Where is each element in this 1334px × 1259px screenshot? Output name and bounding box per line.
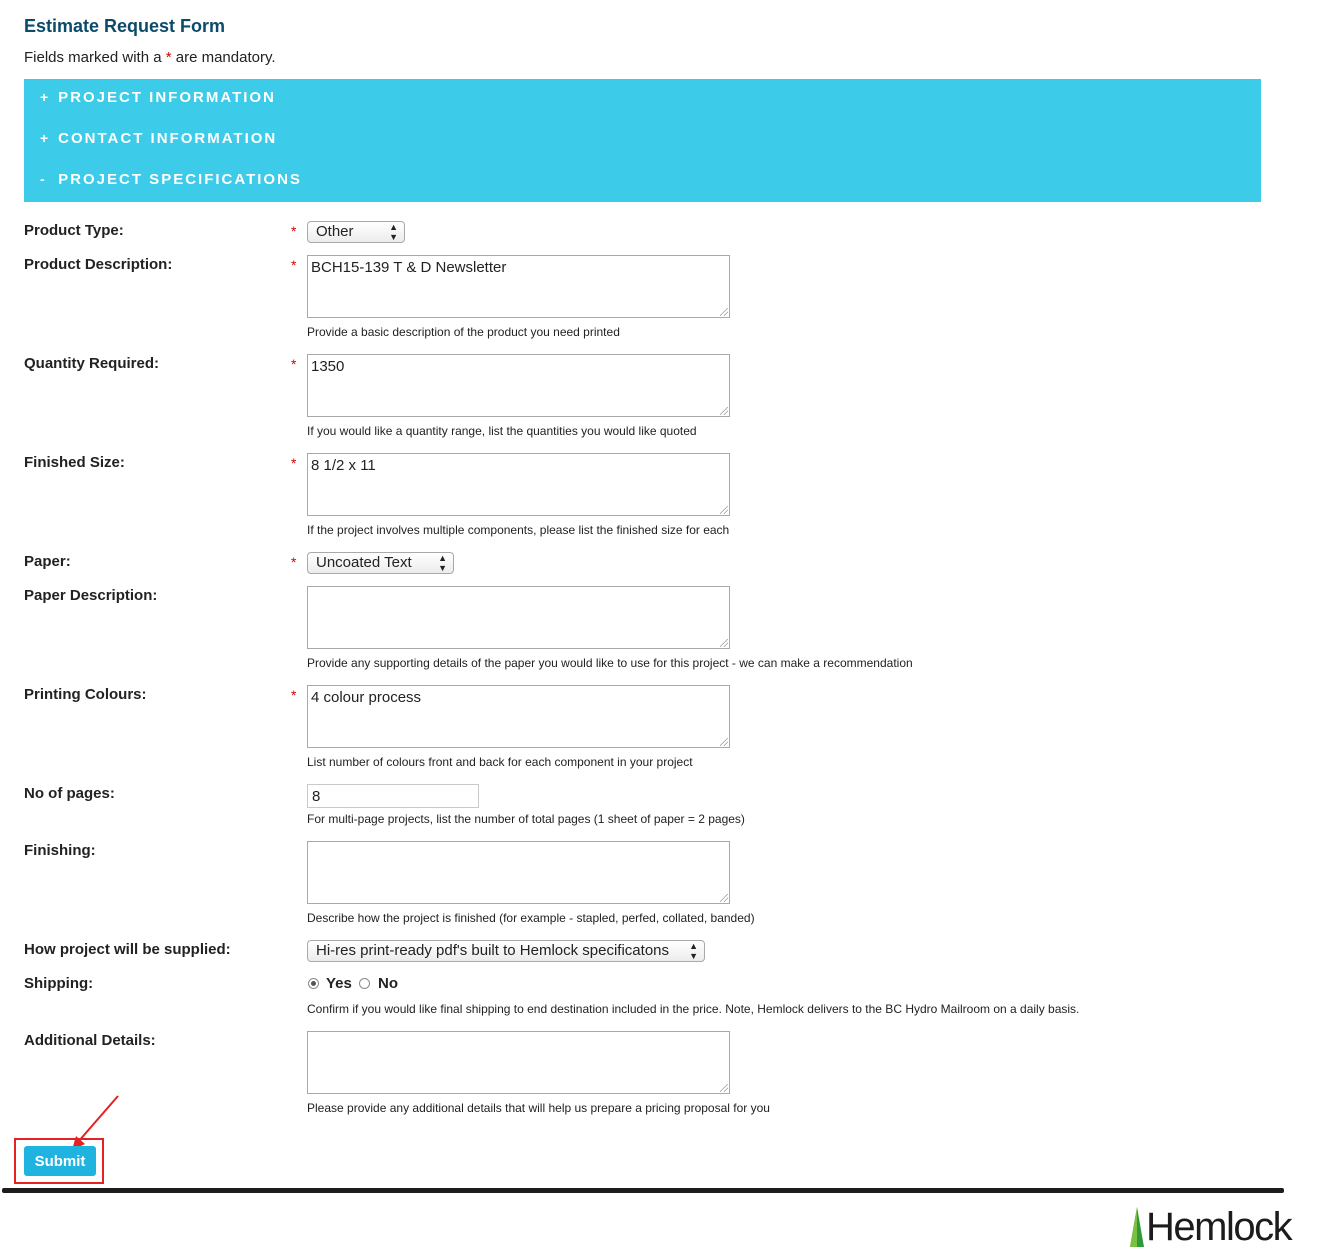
finishing-label: Finishing: [24, 842, 96, 859]
resize-grip-icon[interactable] [720, 506, 728, 514]
footer-divider [2, 1188, 1284, 1193]
required-marker: * [291, 223, 297, 239]
paper-description-help: Provide any supporting details of the paper you would like to use for this project - we can make a recommendation [307, 656, 913, 670]
printing-colours-textarea[interactable]: 4 colour process [307, 685, 730, 748]
printing-colours-help: List number of colours front and back for each component in your project [307, 755, 693, 769]
paper-description-textarea[interactable] [307, 586, 730, 649]
quantity-help: If you would like a quantity range, list the quantities you would like quoted [307, 424, 697, 438]
finishing-help: Describe how the project is finished (for example - stapled, perfed, collated, banded) [307, 911, 755, 925]
required-marker: * [291, 687, 297, 703]
select-arrows-icon: ▲ ▼ [389, 222, 398, 242]
quantity-textarea[interactable]: 1350 [307, 354, 730, 417]
hemlock-logo: Hemlock [1128, 1205, 1288, 1249]
supply-select[interactable]: Hi-res print-ready pdf's built to Hemlock specificatons ▲ ▼ [307, 940, 705, 962]
printing-colours-label: Printing Colours: [24, 686, 147, 703]
product-type-label: Product Type: [24, 222, 124, 239]
pages-input[interactable]: 8 [307, 784, 479, 808]
resize-grip-icon[interactable] [720, 308, 728, 316]
product-description-label: Product Description: [24, 256, 173, 273]
submit-button[interactable]: Submit [24, 1146, 96, 1176]
required-marker: * [291, 356, 297, 372]
mandatory-note: Fields marked with a * are mandatory. [24, 49, 276, 66]
select-arrows-icon: ▲ ▼ [438, 553, 447, 573]
shipping-no-label[interactable]: No [378, 975, 398, 992]
expand-icon: + [40, 130, 51, 146]
quantity-label: Quantity Required: [24, 355, 160, 372]
shipping-yes-label[interactable]: Yes [326, 975, 352, 992]
pages-label: No of pages: [24, 785, 115, 802]
section-project-information[interactable]: + PROJECT INFORMATION [40, 89, 276, 106]
finished-size-label: Finished Size: [24, 454, 125, 471]
paper-description-label: Paper Description: [24, 587, 158, 604]
resize-grip-icon[interactable] [720, 1084, 728, 1092]
section-project-specifications[interactable]: - PROJECT SPECIFICATIONS [40, 171, 302, 188]
finished-size-help: If the project involves multiple components, please list the finished size for each [307, 523, 730, 537]
tree-icon [1128, 1207, 1146, 1247]
additional-details-help: Please provide any additional details that will help us prepare a pricing proposal for you [307, 1101, 770, 1115]
shipping-help: Confirm if you would like final shipping to end destination included in the price. Note, Hemlock delivers to the BC Hydro Mailroom on a daily basis. [307, 1002, 1080, 1016]
section-accordion [24, 79, 1261, 202]
section-contact-information[interactable]: + CONTACT INFORMATION [40, 130, 278, 147]
shipping-label: Shipping: [24, 975, 94, 992]
finishing-textarea[interactable] [307, 841, 730, 904]
resize-grip-icon[interactable] [720, 738, 728, 746]
additional-details-label: Additional Details: [24, 1032, 156, 1049]
page-title: Estimate Request Form [24, 16, 226, 36]
shipping-no-radio[interactable] [359, 978, 370, 989]
supply-label: How project will be supplied: [24, 941, 231, 958]
collapse-icon: - [40, 171, 47, 187]
shipping-yes-radio[interactable] [308, 978, 319, 989]
required-marker: * [291, 455, 297, 471]
finished-size-textarea[interactable]: 8 1/2 x 11 [307, 453, 730, 516]
select-arrows-icon: ▲ ▼ [689, 941, 698, 961]
product-description-help: Provide a basic description of the product you need printed [307, 325, 620, 339]
paper-select[interactable]: Uncoated Text ▲ ▼ [307, 552, 454, 574]
resize-grip-icon[interactable] [720, 894, 728, 902]
expand-icon: + [40, 89, 51, 105]
required-marker: * [291, 554, 297, 570]
product-description-textarea[interactable]: BCH15-139 T & D Newsletter [307, 255, 730, 318]
product-type-select[interactable]: Other ▲ ▼ [307, 221, 405, 243]
required-marker: * [291, 257, 297, 273]
paper-label: Paper: [24, 553, 71, 570]
resize-grip-icon[interactable] [720, 639, 728, 647]
pages-help: For multi-page projects, list the number of total pages (1 sheet of paper = 2 pages) [307, 812, 745, 826]
resize-grip-icon[interactable] [720, 407, 728, 415]
additional-details-textarea[interactable] [307, 1031, 730, 1094]
